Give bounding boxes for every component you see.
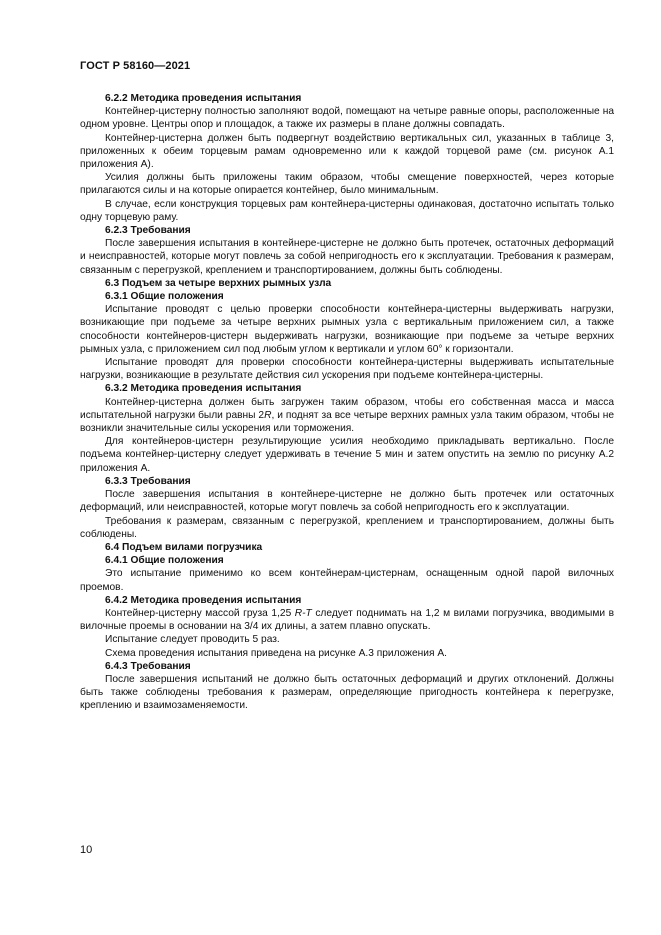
paragraph: Испытание проводят с целью проверки способности контейнера-цистерны выдерживать нагрузки, возникающие при подъеме за четыре верхних рымных узла с вертикальным приложением сил, а также способности контейнеров-цистерн выдерживать нагрузки, возникающие при подъеме за четыре верхних рымных узла, с приложением сил под любым углом к вертикали и углом 60° к горизонтали.: [80, 304, 614, 355]
document-body: [80, 92, 614, 713]
text-run: Контейнер-цистерна должен быть загружен таким образом, чтобы его собственная масса и масса испытательной нагрузки были равны 2: [80, 396, 614, 421]
paragraph: После завершения испытания в контейнере-цистерне не должно быть протечек, остаточных деформаций и неисправностей, которые могут повлечь за собой непригодность его к эксплуатации. Требования к размерам, связанным с перегрузкой, креплением и транспортированием, должны быть соблюдены.: [80, 238, 614, 276]
text-run: , и поднят за все четыре верхних рамных узла таким образом, чтобы не возникли значительные силы ускорения или торможения.: [80, 409, 614, 435]
heading-6-2-3: 6.2.3 Требования: [105, 225, 191, 237]
paragraph: [80, 396, 614, 436]
paragraph: Контейнер-цистерну полностью заполняют водой, помещают на четыре равные опоры, расположенные на одном уровне. Центры опор и площадок, а также их размеры в плане должны совпадать.: [80, 106, 614, 131]
page-number: 10: [80, 844, 93, 856]
paragraph: Контейнер-цистерна должен быть подвергнут воздействию вертикальных сил, указанных в таблице 3, приложенных к обеим торцевым рамам одновременно или к каждой торцевой раме (см. рисунок А.1 приложения А).: [80, 132, 614, 171]
heading-6-3-3: 6.3.3 Требования: [105, 475, 191, 487]
heading-6-4-2: 6.4.2 Методика проведения испытания: [105, 594, 302, 606]
heading-6-4-1: 6.4.1 Общие положения: [105, 555, 224, 567]
paragraph: Для контейнеров-цистерн результирующие усилия необходимо прикладывать вертикально. После подъема контейнер-цистерну следует удерживать в течение 5 мин и затем опустить на землю по рисунку А.2 приложения А.: [80, 436, 614, 474]
heading-6-3-2: 6.3.2 Методика проведения испытания: [105, 383, 302, 395]
paragraph: Требования к размерам, связанным с перегрузкой, креплением и транспортированием, должны быть соблюдены.: [80, 515, 614, 540]
heading-6-3: 6.3 Подъем за четыре верхних рымных узла: [105, 277, 332, 289]
text-run: следует поднимать на 1,2 м вилами погрузчика, вводимыми в вилочные проемы в основании на 3/4 их длины, а затем плавно опускать.: [80, 607, 614, 633]
heading-6-4: 6.4 Подъем вилами погрузчика: [105, 541, 263, 553]
paragraph: Это испытание применимо ко всем контейнерам-цистернам, оснащенным одной парой вилочных проемов.: [80, 568, 614, 593]
text-run: Контейнер-цистерну массой груза 1,25: [105, 607, 295, 619]
heading-6-3-1: 6.3.1 Общие положения: [105, 291, 224, 303]
paragraph: Схема проведения испытания приведена на рисунке А.3 приложения А.: [105, 647, 447, 659]
symbol-r-t: R-T: [294, 607, 312, 619]
paragraph: В случае, если конструкция торцевых рам контейнера-цистерны одинаковая, достаточно испытать только одну торцевую раму.: [80, 198, 614, 223]
paragraph: Испытание следует проводить 5 раз.: [105, 634, 280, 646]
heading-6-2-2: 6.2.2 Методика проведения испытания: [105, 93, 302, 104]
paragraph: После завершения испытания в контейнере-цистерне не должно быть протечек или остаточных деформаций, или неисправностей, которые могут повлечь за собой непригодность его к эксплуатации.: [80, 489, 614, 514]
heading-6-4-3: 6.4.3 Требования: [105, 660, 191, 672]
document-code: ГОСТ Р 58160—2021: [80, 60, 191, 72]
paragraph: [80, 607, 614, 633]
paragraph: Усилия должны быть приложены таким образом, чтобы смещение поверхностей, через которые прилагаются силы и на которые опирается контейнер, было минимальным.: [80, 172, 614, 197]
paragraph: После завершения испытаний не должно быть остаточных деформаций и других отклонений. Должны быть также соблюдены требования к размерам, определяющие пригодность контейнера к перегрузке, креплению и взаимозаменяемости.: [80, 673, 614, 712]
symbol-r: R: [264, 409, 272, 421]
paragraph: Испытание проводят для проверки способности контейнера-цистерны выдерживать испытательные нагрузки, возникающие в результате действия сил ускорения при подъеме контейнера-цистерны.: [80, 357, 614, 382]
